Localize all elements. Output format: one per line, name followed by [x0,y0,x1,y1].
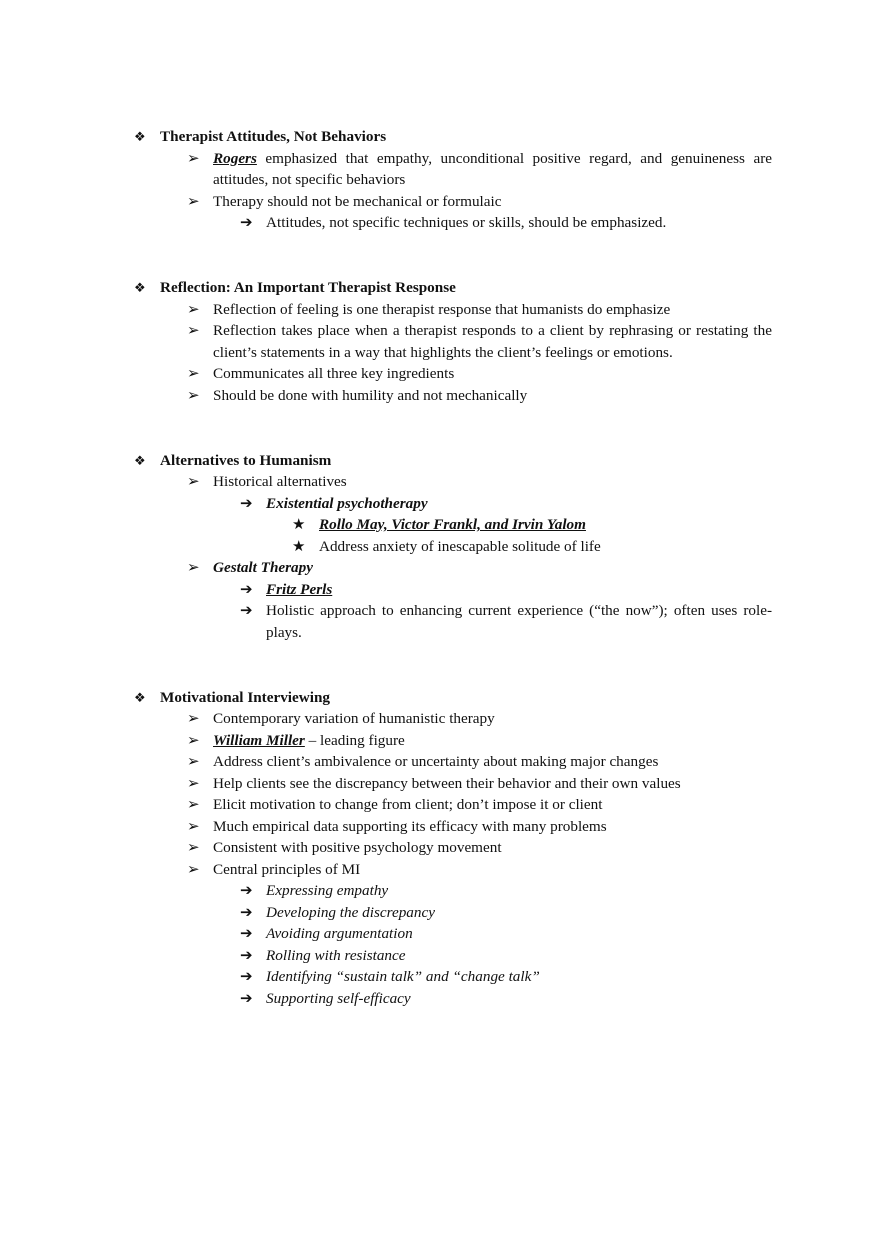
item-text: Attitudes, not specific techniques or skills, should be emphasized. [266,214,667,231]
section-4 [0,687,880,1010]
list-item [0,816,772,838]
item-text: Therapist Attitudes, Not Behaviors [160,128,387,145]
list-item [0,773,772,795]
item-text: Reflection takes place when a therapist responds to a client by rephrasing or restating the client’s statements in a way that highlights the client’s feelings or emotions. [213,322,772,361]
item-text: Reflection of feeling is one therapist response that humanists do emphasize [213,300,671,318]
arrowhead-bullet-icon: ➢ [187,817,200,835]
arrowhead-bullet-icon: ➢ [187,796,200,813]
list-item [0,514,772,536]
item-text: Holistic approach to enhancing current experience (“the now”); often uses role-plays. [266,602,772,641]
item-text: Address anxiety of inescapable solitude of life [319,537,601,555]
list-item [0,557,772,579]
arrow-bullet-icon: ➔ [240,214,253,231]
list-item [0,923,772,945]
list-item [0,385,772,407]
list-item [0,299,772,321]
list-item [0,945,772,967]
list-item [0,837,772,859]
section-heading [0,126,772,148]
diamond-bullet-icon: ❖ [134,689,146,705]
arrowhead-bullet-icon: ➢ [187,473,200,490]
diamond-bullet-icon: ❖ [134,280,146,295]
item-text: Should be done with humility and not mechanically [213,386,528,404]
list-item [0,148,772,191]
item-text: Address client’s ambivalence or uncertainty about making major changes [213,753,659,770]
item-text: Supporting self-efficacy [266,989,411,1007]
arrow-bullet-icon: ➔ [240,580,253,598]
emphasized-name: William Miller [213,731,305,749]
item-text: emphasized that empathy, unconditional positive regard, and genuineness are attitudes, not specific behaviors [213,149,772,188]
arrow-bullet-icon: ➔ [240,882,253,899]
section-heading [0,277,772,299]
arrowhead-bullet-icon: ➢ [187,300,200,318]
arrowhead-bullet-icon: ➢ [187,149,200,167]
arrowhead-bullet-icon: ➢ [187,365,200,382]
item-text: Rolling with resistance [266,946,406,964]
star-bullet-icon: ★ [292,516,306,533]
arrowhead-bullet-icon: ➢ [187,860,200,878]
item-text: Much empirical data supporting its efficacy with many problems [213,817,607,835]
section-1 [0,126,880,234]
star-bullet-icon: ★ [292,537,306,555]
document-page [0,126,880,1053]
item-text: Elicit motivation to change from client; don’t impose it or client [213,796,603,813]
list-item [0,794,772,816]
list-item [0,320,772,363]
list-item [0,751,772,773]
list-item [0,859,772,881]
arrow-bullet-icon: ➔ [240,946,253,964]
item-text: Help clients see the discrepancy between their behavior and their own values [213,774,681,792]
list-item [0,966,772,988]
emphasized-name: Rollo May, Victor Frankl, and Irvin Yalom [319,516,586,533]
arrowhead-bullet-icon: ➢ [187,710,200,727]
item-text: Alternatives to Humanism [160,451,332,469]
item-text: Gestalt Therapy [213,559,313,576]
arrow-bullet-icon: ➔ [240,925,253,942]
item-text: Developing the discrepancy [266,903,435,921]
item-text: Reflection: An Important Therapist Response [160,279,456,296]
list-item [0,600,772,643]
arrow-bullet-icon: ➔ [240,602,253,619]
list-item [0,730,772,752]
item-text: Therapy should not be mechanical or formulaic [213,192,502,210]
arrowhead-bullet-icon: ➢ [187,774,200,792]
list-item [0,212,772,234]
diamond-bullet-icon: ❖ [134,452,146,468]
list-item [0,708,772,730]
arrowhead-bullet-icon: ➢ [187,839,200,856]
item-text: Central principles of MI [213,860,361,878]
arrowhead-bullet-icon: ➢ [187,559,200,576]
item-text: Contemporary variation of humanistic therapy [213,710,495,727]
emphasized-name: Fritz Perls [266,580,333,598]
list-item [0,471,772,493]
section-heading [0,687,772,709]
item-text: Consistent with positive psychology movement [213,839,502,856]
list-item [0,536,772,558]
emphasized-name: Rogers [213,149,257,167]
arrow-bullet-icon: ➔ [240,989,253,1007]
arrowhead-bullet-icon: ➢ [187,322,200,339]
list-item [0,363,772,385]
item-text: Communicates all three key ingredients [213,365,455,382]
arrowhead-bullet-icon: ➢ [187,192,200,210]
arrowhead-bullet-icon: ➢ [187,753,200,770]
list-item [0,579,772,601]
item-text: Historical alternatives [213,473,347,490]
list-item [0,902,772,924]
item-text: Avoiding argumentation [266,925,413,942]
list-item [0,191,772,213]
arrow-bullet-icon: ➔ [240,968,253,985]
section-2 [0,277,880,406]
arrow-bullet-icon: ➔ [240,903,253,921]
section-heading [0,450,772,472]
item-text: Expressing empathy [266,882,389,899]
item-text: Motivational Interviewing [160,688,330,706]
item-text: – leading figure [304,731,405,749]
section-3 [0,450,880,644]
arrowhead-bullet-icon: ➢ [187,731,200,749]
list-item [0,880,772,902]
list-item [0,493,772,515]
arrowhead-bullet-icon: ➢ [187,386,200,404]
list-item [0,988,772,1010]
diamond-bullet-icon: ❖ [134,129,146,144]
item-text: Identifying “sustain talk” and “change talk” [266,968,540,985]
item-text: Existential psychotherapy [266,494,428,512]
arrow-bullet-icon: ➔ [240,494,253,512]
